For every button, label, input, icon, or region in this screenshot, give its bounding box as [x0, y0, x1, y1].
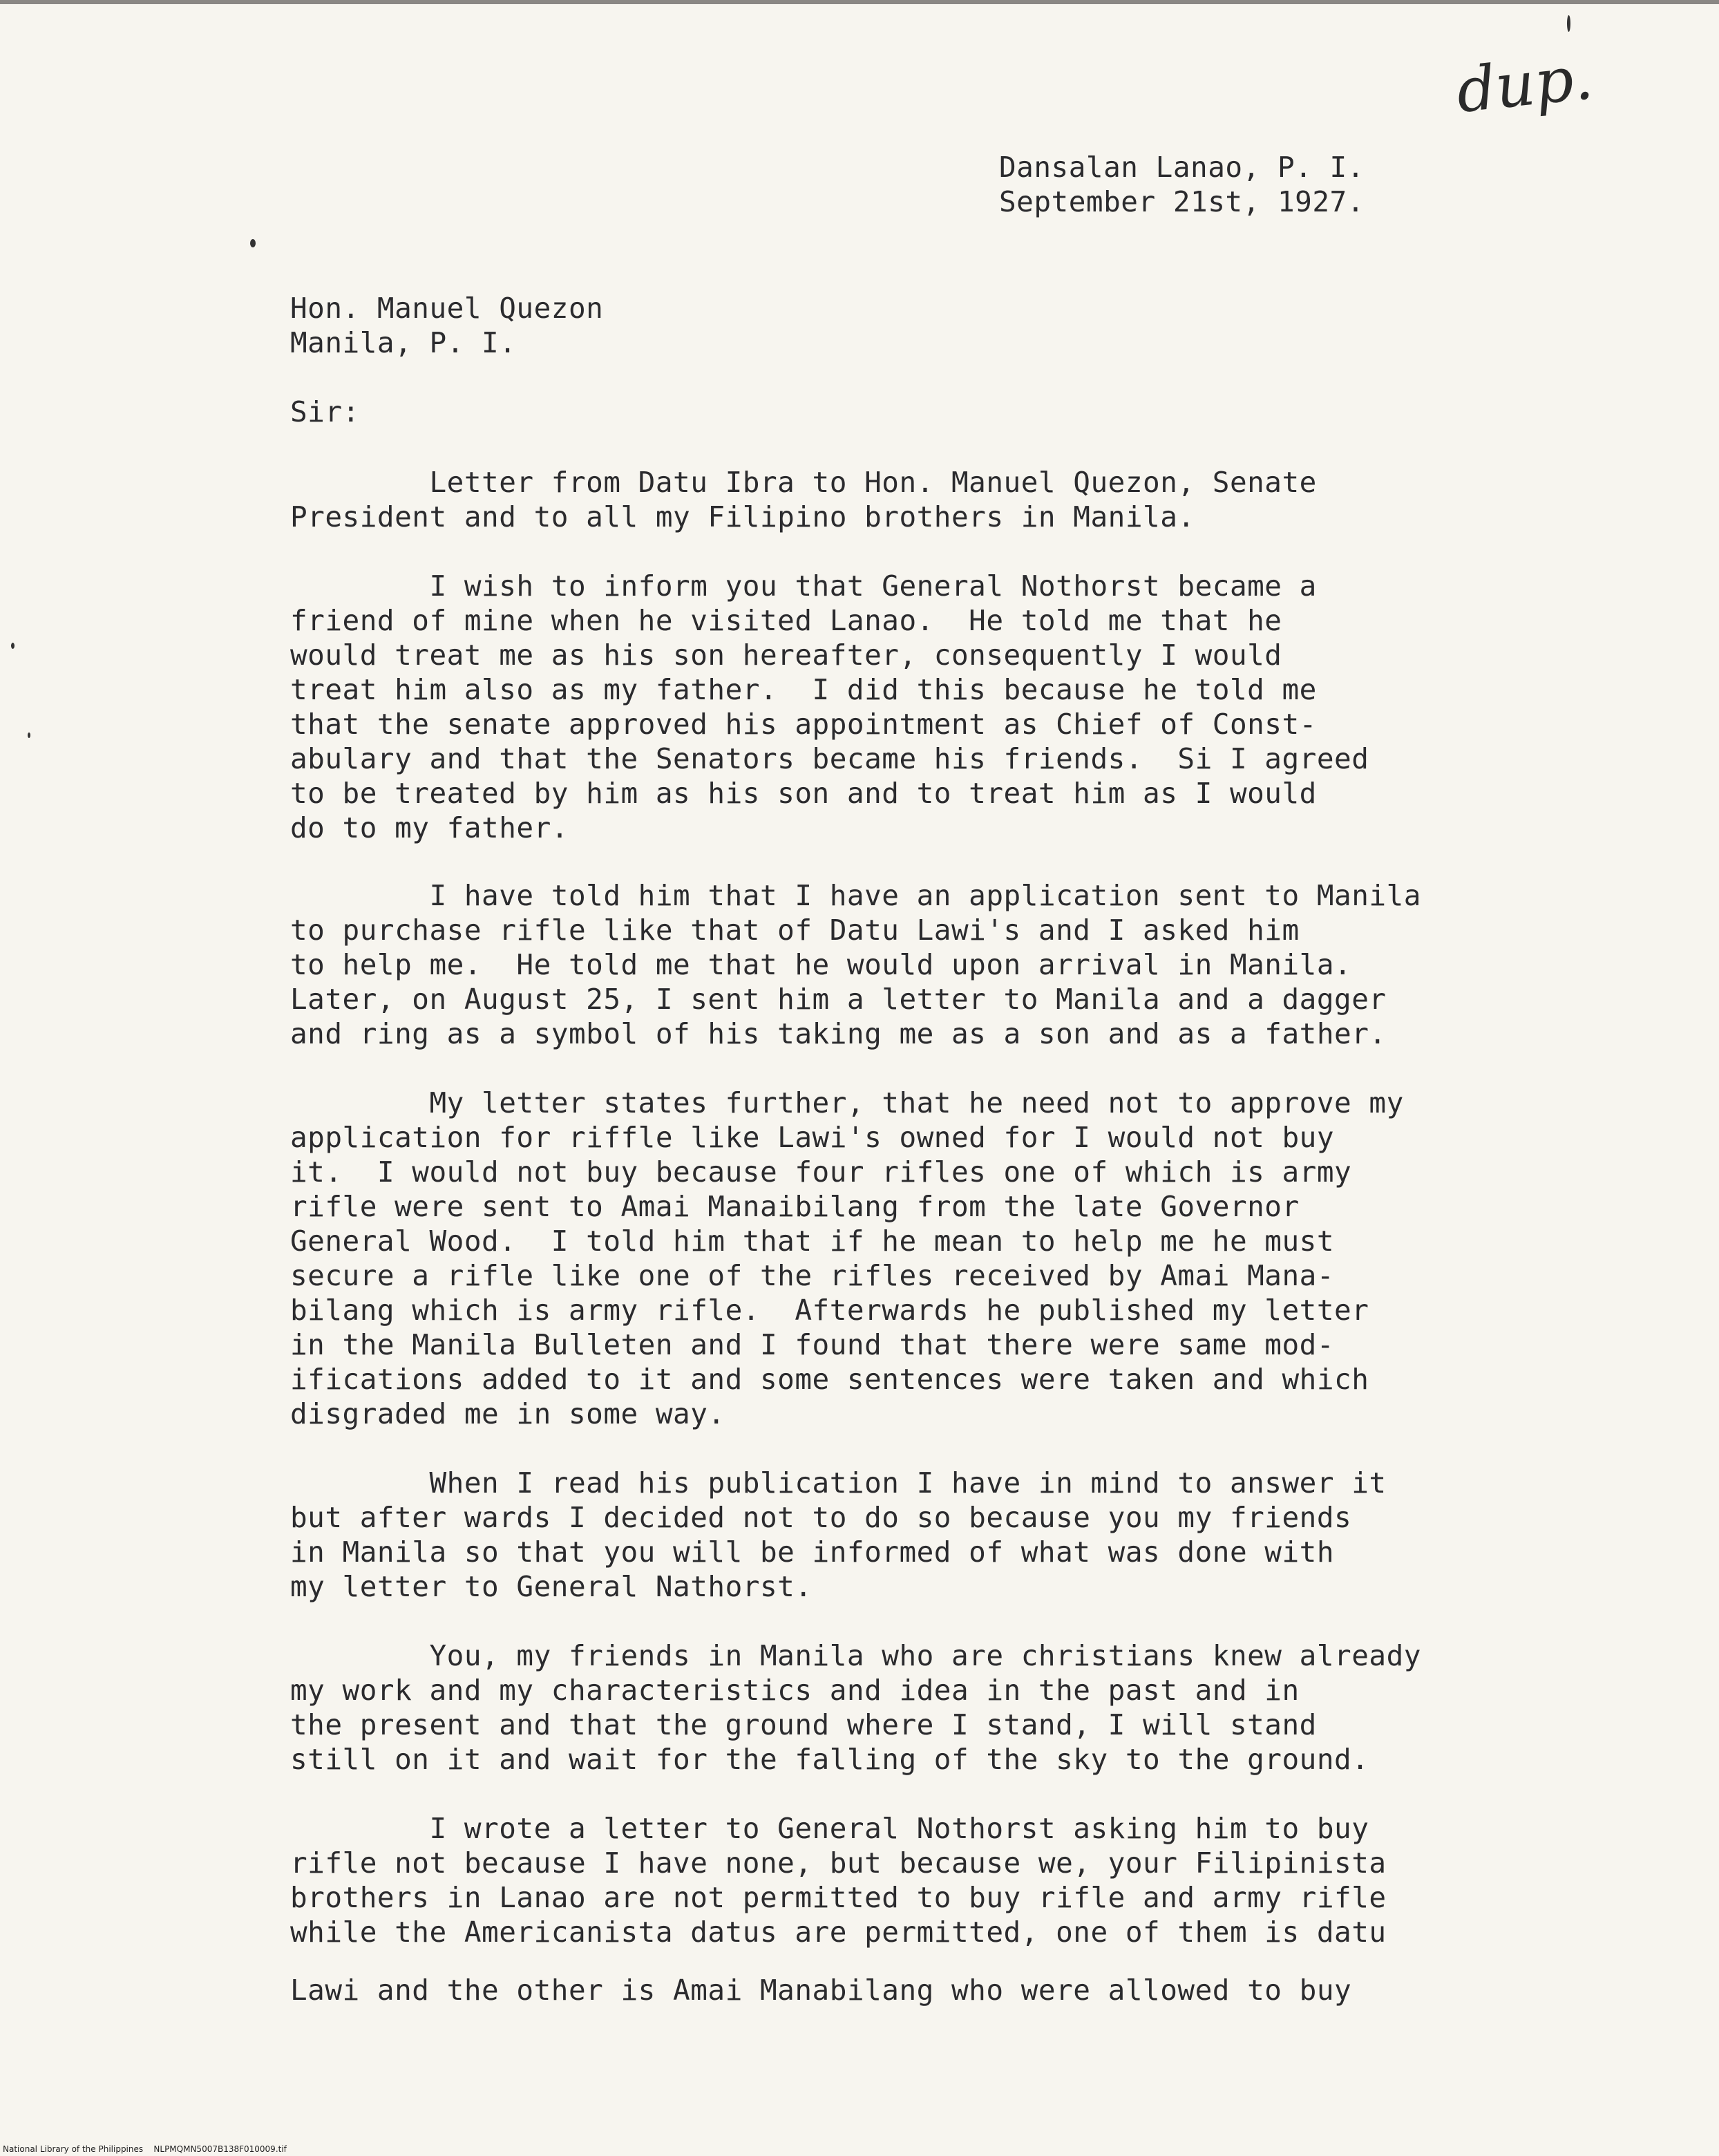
body-line: to help me. He told me that he would upon arrival in Manila. [290, 948, 1352, 981]
scan-edge [0, 0, 1719, 4]
body-line: in Manila so that you will be informed of what was done with [290, 1535, 1335, 1569]
letter-date: September 21st, 1927. [999, 185, 1365, 218]
body-line: rifle not because I have none, but because we, your Filipinista [290, 1846, 1387, 1880]
body-line: You, my friends in Manila who are christians knew already [290, 1639, 1421, 1672]
scan-speck [11, 643, 15, 649]
body-line: bilang which is army rifle. Afterwards he published my letter [290, 1294, 1369, 1327]
scan-speck [250, 239, 256, 247]
footer-institution: National Library of the Philippines [3, 2144, 144, 2154]
body-line: When I read his publication I have in mind to answer it [290, 1466, 1387, 1500]
body-line: Later, on August 25, I sent him a letter to Manila and a dagger [290, 983, 1387, 1016]
body-line: would treat me as his son hereafter, consequently I would [290, 639, 1282, 672]
body-line: application for riffle like Lawi's owned for I would not buy [290, 1121, 1335, 1154]
body-line: My letter states further, that he need not to approve my [290, 1086, 1404, 1119]
body-line: in the Manila Bulleten and I found that there were same mod- [290, 1328, 1335, 1361]
addressee-city: Manila, P. I. [290, 326, 517, 359]
body-line: ifications added to it and some sentences were taken and which [290, 1363, 1369, 1396]
body-line: to be treated by him as his son and to treat him as I would [290, 777, 1317, 810]
body-line: while the Americanista datus are permitted, one of them is datu [290, 1916, 1387, 1949]
handwritten-annotation: dup. [1453, 41, 1597, 127]
body-line: to purchase rifle like that of Datu Lawi's and I asked him [290, 914, 1300, 947]
body-line: abulary and that the Senators became his friends. Si I agreed [290, 742, 1369, 775]
scan-speck [28, 732, 30, 738]
letter-place: Dansalan Lanao, P. I. [999, 151, 1365, 184]
scan-speck [1567, 15, 1570, 32]
body-line: brothers in Lanao are not permitted to buy rifle and army rifle [290, 1881, 1387, 1914]
body-line: I wrote a letter to General Nothorst asking him to buy [290, 1812, 1369, 1845]
body-line: Lawi and the other is Amai Manabilang who were allowed to buy [290, 1974, 1352, 2007]
body-line: and ring as a symbol of his taking me as a son and as a father. [290, 1017, 1387, 1050]
body-line: treat him also as my father. I did this because he told me [290, 673, 1317, 706]
body-line: my work and my characteristics and idea in the past and in [290, 1674, 1300, 1707]
body-line: do to my father. [290, 811, 569, 844]
scan-footer [3, 2144, 287, 2154]
body-line: the present and that the ground where I stand, I will stand [290, 1708, 1317, 1741]
body-line: it. I would not buy because four rifles one of which is army [290, 1155, 1352, 1189]
body-line: I have told him that I have an application sent to Manila [290, 879, 1421, 912]
footer-file-id: NLPMQMN5007B138F010009.tif [153, 2144, 287, 2154]
body-line: President and to all my Filipino brothers in Manila. [290, 500, 1195, 533]
body-line: but after wards I decided not to do so because you my friends [290, 1501, 1352, 1534]
body-line: still on it and wait for the falling of the sky to the ground. [290, 1743, 1369, 1776]
letter-body [0, 299, 1719, 2123]
body-line: friend of mine when he visited Lanao. He told me that he [290, 604, 1282, 637]
body-line: General Wood. I told him that if he mean to help me he must [290, 1224, 1335, 1258]
addressee-name: Hon. Manuel Quezon [290, 292, 604, 325]
body-line: disgraded me in some way. [290, 1397, 725, 1430]
body-line: rifle were sent to Amai Manaibilang from the late Governor [290, 1190, 1300, 1223]
body-line: secure a rifle like one of the rifles received by Amai Mana- [290, 1259, 1335, 1292]
body-line: that the senate approved his appointment as Chief of Const- [290, 708, 1317, 741]
body-line: I wish to inform you that General Nothorst became a [290, 569, 1317, 603]
body-line: Letter from Datu Ibra to Hon. Manuel Quezon, Senate [290, 466, 1317, 499]
body-line: my letter to General Nathorst. [290, 1570, 813, 1603]
salutation: Sir: [290, 395, 360, 428]
